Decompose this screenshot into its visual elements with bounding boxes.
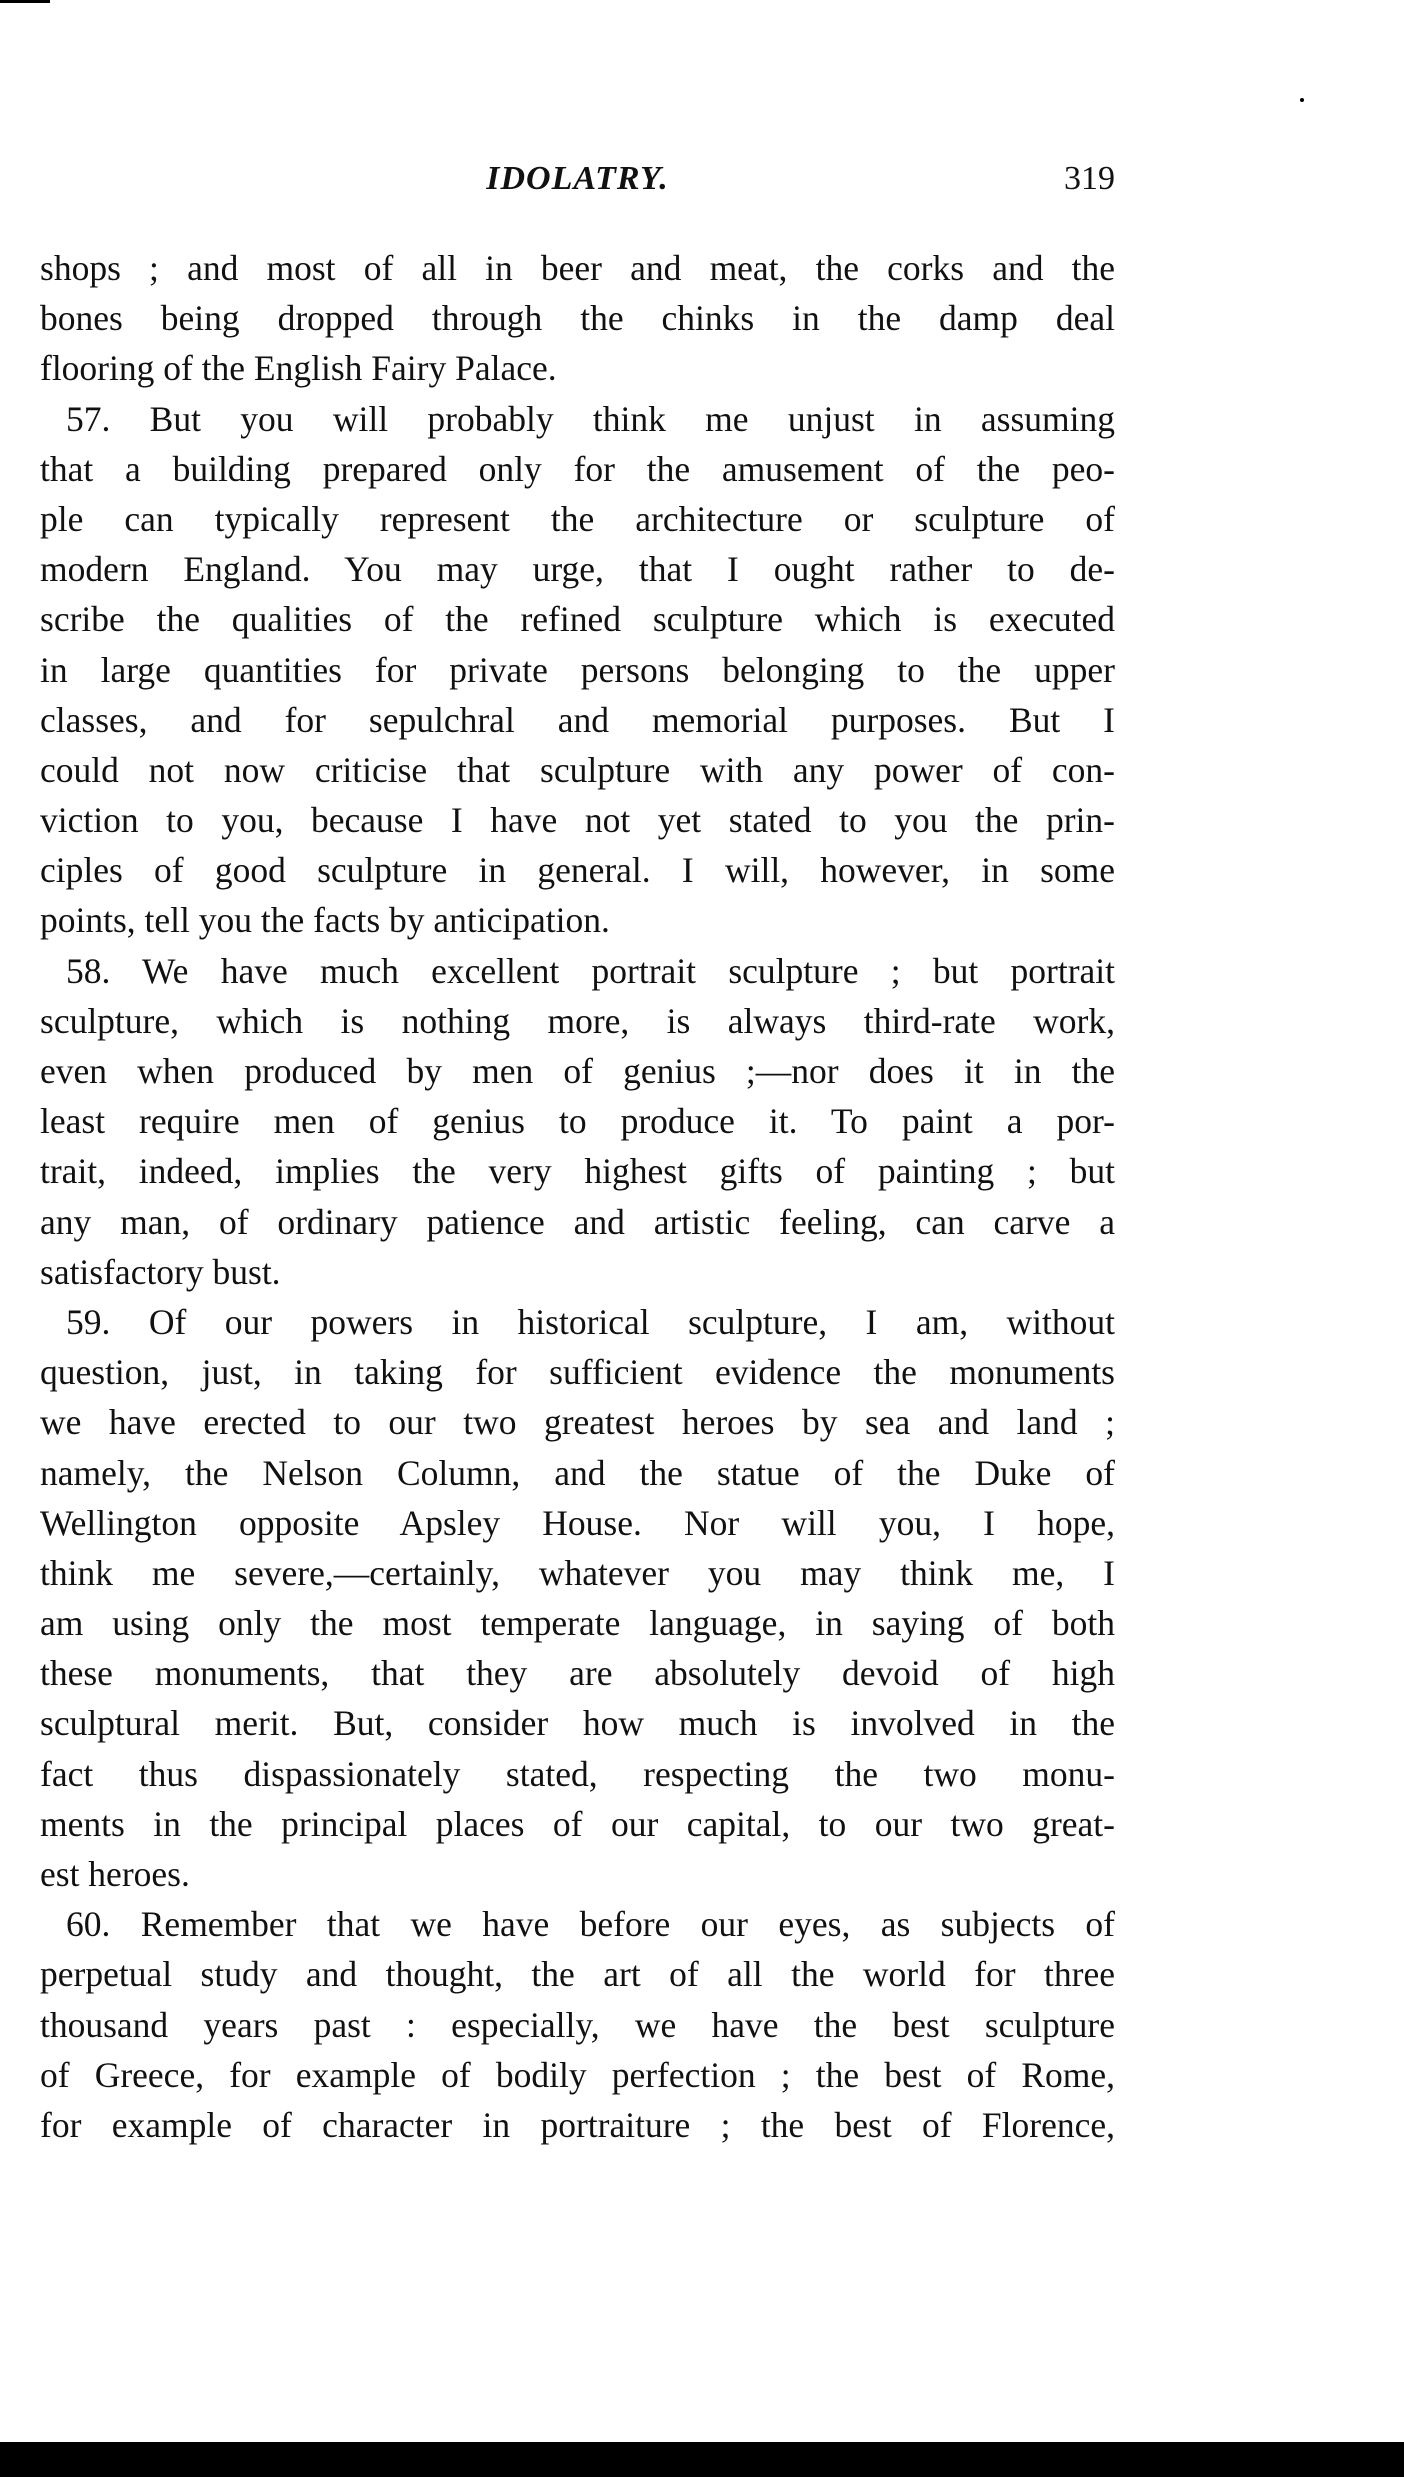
text-line: scribe the qualities of the refined sculpture which is executed <box>40 599 1115 640</box>
text-line: these monuments, that they are absolutely devoid of high <box>40 1653 1115 1694</box>
text-line: sculptural merit. But, consider how much is involved in the <box>40 1703 1115 1744</box>
text-line: 57. But you will probably think me unjust in assuming <box>66 398 1115 439</box>
text-line: of Greece, for example of bodily perfection ; the best of Rome, <box>40 2054 1115 2095</box>
scan-bottom-edge <box>0 2442 1404 2477</box>
text-line: that a building prepared only for the amusement of the peo- <box>40 448 1115 489</box>
text-line: 59. Of our powers in historical sculpture, I am, without <box>66 1301 1115 1342</box>
scan-speck <box>1300 98 1304 102</box>
text-line: thousand years past : especially, we have the best sculpture <box>40 2004 1115 2045</box>
text-line: we have erected to our two greatest heroes by sea and land ; <box>40 1402 1115 1443</box>
paragraph <box>40 1899 1115 2150</box>
text-line: 60. Remember that we have before our eyes, as subjects of <box>66 1904 1115 1945</box>
text-line: sculpture, which is nothing more, is always third-rate work, <box>40 1000 1115 1041</box>
paragraph <box>40 946 1115 1297</box>
text-line: could not now criticise that sculpture with any power of con- <box>40 749 1115 790</box>
text-line: any man, of ordinary patience and artistic feeling, can carve a <box>40 1201 1115 1242</box>
page-body <box>40 243 1115 2150</box>
scan-corner-mark <box>0 0 50 3</box>
paragraph <box>40 394 1115 946</box>
page-number: 319 <box>1064 160 1115 197</box>
text-line: think me severe,—certainly, whatever you may think me, I <box>40 1552 1115 1593</box>
text-line: bones being dropped through the chinks in the damp deal <box>40 298 1115 339</box>
text-line: question, just, in taking for sufficient evidence the monuments <box>40 1352 1115 1393</box>
text-line: est heroes. <box>40 1854 190 1894</box>
text-line: trait, indeed, implies the very highest gifts of painting ; but <box>40 1151 1115 1192</box>
text-line: in large quantities for private persons belonging to the upper <box>40 649 1115 690</box>
text-line: viction to you, because I have not yet stated to you the prin- <box>40 800 1115 841</box>
text-line: shops ; and most of all in beer and meat, the corks and the <box>40 248 1115 288</box>
text-line: flooring of the English Fairy Palace. <box>40 348 557 389</box>
text-line: am using only the most temperate language, in saying of both <box>40 1603 1115 1644</box>
running-title: IDOLATRY. <box>486 160 669 197</box>
page-header <box>40 160 1115 210</box>
text-line: namely, the Nelson Column, and the statue of the Duke of <box>40 1452 1115 1493</box>
text-line: for example of character in portraiture ; the best of Florence, <box>40 2104 1115 2145</box>
text-line: points, tell you the facts by anticipation. <box>40 900 610 941</box>
paragraph <box>40 243 1115 394</box>
text-line: even when produced by men of genius ;—nor does it in the <box>40 1051 1115 1091</box>
text-line: modern England. You may urge, that I ought rather to de- <box>40 549 1115 590</box>
text-line: perpetual study and thought, the art of all the world for three <box>40 1954 1115 1995</box>
text-line: classes, and for sepulchral and memorial purposes. But I <box>40 699 1115 740</box>
text-line: Wellington opposite Apsley House. Nor will you, I hope, <box>40 1502 1115 1543</box>
text-line: ple can typically represent the architecture or sculpture of <box>40 498 1115 539</box>
text-line: fact thus dispassionately stated, respecting the two monu- <box>40 1753 1115 1794</box>
paragraph <box>40 1297 1115 1899</box>
text-line: 58. We have much excellent portrait sculpture ; but portrait <box>66 950 1115 991</box>
text-line: ments in the principal places of our capital, to our two great- <box>40 1803 1115 1844</box>
text-line: ciples of good sculpture in general. I will, however, in some <box>40 850 1115 891</box>
text-line: satisfactory bust. <box>40 1251 281 1292</box>
text-line: least require men of genius to produce it. To paint a por- <box>40 1101 1115 1142</box>
